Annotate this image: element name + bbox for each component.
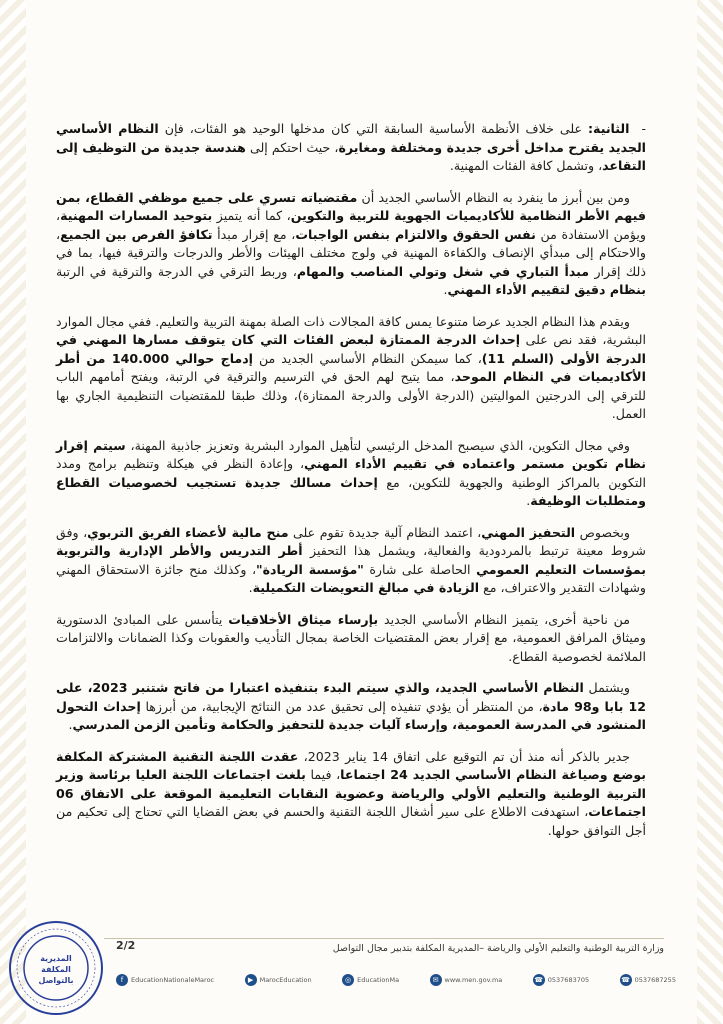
instagram-icon: ◎ (342, 974, 354, 986)
official-stamp (6, 918, 106, 1018)
phone-icon: ☎ (534, 976, 544, 984)
stamp-line-1: المديرية (40, 954, 72, 963)
social-youtube[interactable]: ▶ MarocEducation (245, 974, 312, 986)
paragraph-3: ويقدم هذا النظام الجديد عرضا متنوعا يمس كافة المجالات ذات الصلة بمهنة التربية والتعليم. ففي مجال الموارد البشرية، فقد نص على إحداث الدرجة الممتازة لبعض الفئات التي كان يتوقف مسارها المهني في الدرجة الأولى (السلم 11)، كما سيمكن النظام الأساسي الجديد من إدماج حوالي 140.000 من أطر الأكاديميات في النظام الموحد، مما يتيح لهم الحق في الترسيم والترقية في الرتبة، ويفتح أمامهم الباب للترقي إلى الدرجتين المواليتين (الدرجة الأولى والدرجة الممتازة)، وذلك طبقا للمقتضيات التنظيمية الجاري بها العمل. (56, 313, 646, 421)
social-phone-1[interactable]: ☎ 0537683705 (534, 976, 590, 984)
bullet-dash: - (629, 121, 646, 136)
decorative-border-right (697, 0, 723, 1024)
footer-ministry-line: وزارة التربية الوطنية والتعليم الأولي والرياضة –المديرية المكلفة بتدبير مجال التواصل (104, 938, 664, 957)
document-body (56, 120, 646, 853)
social-website[interactable]: ✉ www.men.gov.ma (430, 974, 503, 986)
facebook-icon: f (116, 974, 128, 986)
social-facebook[interactable]: f EducationNationaleMaroc (116, 974, 214, 986)
paragraph-2: ومن بين أبرز ما ينفرد به النظام الأساسي الجديد أن مقتضياته تسري على جميع موظفي القطاع، بمن فيهم الأطر النظامية للأكاديميات الجهوية للتربية والتكوين، كما أنه يتميز بتوحيد المسارات المهنية، ويؤمن الاستفادة من نفس الحقوق والالتزام بنفس الواجبات، مع إقرار مبدأ تكافؤ الفرص بين الجميع، والاحتكام إلى مبدأي الإنصاف والكفاءة المهنية في ولوج مختلف الهيئات والأطر والدرجات والترقية فيها، بما في ذلك إقرار مبدأ التباري في شغل وتولي المناصب والمهام، وربط الترقي في الدرجة والترقية في الرتبة بنظام دقيق لتقييم الأداء المهني. (56, 189, 647, 297)
globe-icon: ✉ (430, 974, 442, 986)
paragraph-1: - الثانية: على خلاف الأنظمة الأساسية السابقة التي كان مدخلها الوحيد هو الفئات، فإن النظام الأساسي الجديد يقترح مداخل أخرى جديدة ومختلفة ومغايرة، حيث احتكم إلى هندسة جديدة من التوظيف إلى التقاعد، وتشمل كافة الفئات المهنية. (56, 121, 646, 173)
bullet-label: الثانية: (588, 121, 630, 136)
paragraph-6: من ناحية أخرى، يتميز النظام الأساسي الجديد بإرساء ميثاق الأخلاقيات يتأسس على المبادئ الدستورية وميثاق المرافق العمومية، مع إقرار بعض المقتضيات الخاصة بمجال التأديب والعقوبات وكذا الضمانات والالتزامات الملائمة لخصوصية القطاع. (56, 611, 646, 664)
social-bar (116, 968, 676, 992)
page-number: 2/2 (116, 939, 136, 952)
paragraph-5: وبخصوص التحفيز المهني، اعتمد النظام آلية جديدة تقوم على منح مالية لأعضاء الفريق التربوي، وفق شروط معينة ترتبط بالمردودية والفعالية، ويشمل هذا التحفيز أطر التدريس والأطر الإدارية والتربوية بمؤسسات التعليم العمومي الحاصلة على شارة "مؤسسة الريادة"، وكذلك منح جائزة الاستحقاق المهني وشهادات التقدير والاعتراف، مع الزيادة في مبالغ التعويضات التكميلية. (56, 524, 646, 595)
social-phone-2[interactable]: ☎ 0537687255 (621, 976, 676, 984)
stamp-line-3: بالتواصل (38, 976, 74, 985)
paragraph-7: ويشتمل النظام الأساسي الجديد، والذي سيتم البدء بتنفيذه اعتبارا من فاتح شتنبر 2023، على 12 بابا و98 مادة، من المنتظر أن يؤدي تنفيذه إلى تحقيق عدد من النتائج الإيجابية، من أبرزها إحداث التحول المنشود في المدرسة العمومية، وإرساء آليات جديدة للتحفيز والحكامة وتأمين الزمن المدرسي. (56, 680, 646, 732)
decorative-border-left (0, 0, 26, 1024)
stamp-line-2: المكلفة (41, 965, 71, 974)
paragraph-8: جدير بالذكر أنه منذ أن تم التوقيع على اتفاق 14 يناير 2023، عقدت اللجنة التقنية المشتركة المكلفة بوضع وصياغة النظام الأساسي الجديد 24 اجتماعا، فيما بلغت اجتماعات اللجنة العليا برئاسة وزير التربية الوطنية والتعليم الأولي والرياضة وعضوية النقابات التعليمية الموقعة على الاتفاق 06 اجتماعات، استهدفت الاطلاع على سير أشغال اللجنة التقنية والحسم في بعض القضايا التي تحتاج إلى تحكيم من أجل التوافق حولها. (56, 748, 646, 838)
phone-icon: ☎ (621, 976, 630, 984)
paragraph-4: وفي مجال التكوين، الذي سيصبح المدخل الرئيسي لتأهيل الموارد البشرية وتعزيز جاذبية المهنة، سيتم إقرار نظام تكوين مستمر واعتماده في تقييم الأداء المهني، وإعادة النظر في هيكلة وتنظيم برامج ومدد التكوين بالمراكز الوطنية والجهوية للتكوين، مع إحداث مسالك جديدة تستجيب لخصوصيات القطاع ومتطلبات الوظيفة. (56, 437, 647, 508)
social-instagram[interactable]: ◎ EducationMa (342, 974, 399, 986)
youtube-icon: ▶ (245, 974, 257, 986)
